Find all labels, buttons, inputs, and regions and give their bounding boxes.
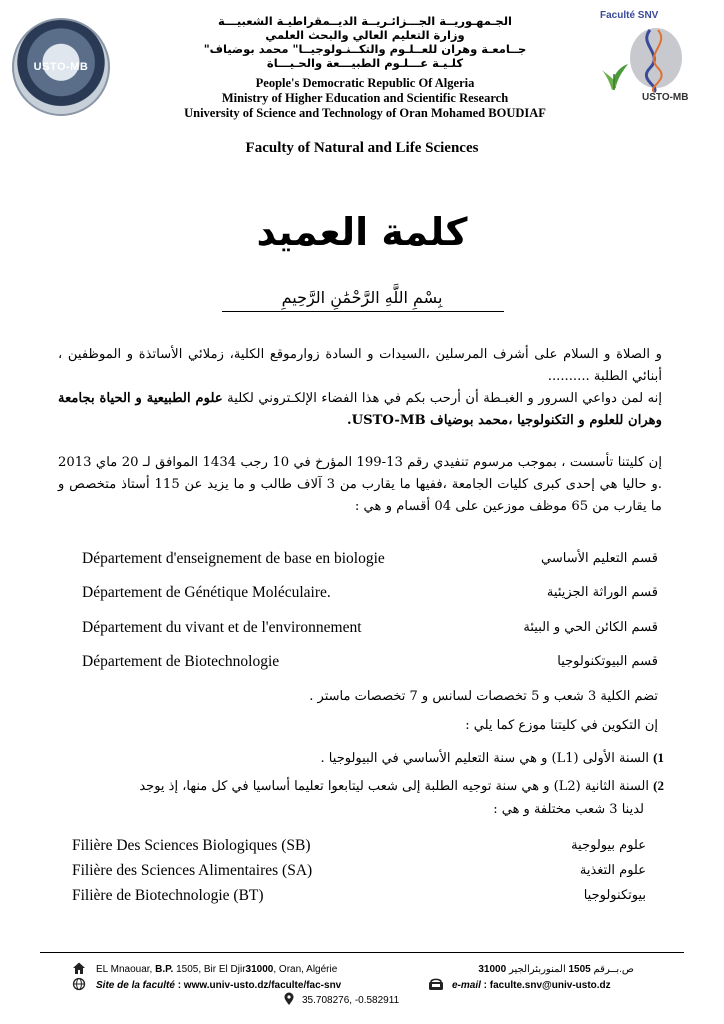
footer-arabic-part: المنوربئرالجير [506,964,569,975]
department-ar: قسم البيوتكنولوجيا [557,654,658,669]
header-english-line-1: People's Democratic Republic Of Algeria [255,76,475,90]
footer-arabic-postcode: 31000 [478,964,507,975]
header-arabic-line-1: الجـمهـوريــة الجـــزائـريــة الديــمقراطيـة الشعبيـــة [218,14,512,28]
faculty-logo-subtitle: USTO-MB [642,92,689,103]
year-2 [44,776,664,797]
header-arabic-line-3: جــامعـة وهران للعــلـوم والتكــنـولوجيــا" محمد بوضياف" [203,42,527,56]
footer-email-label: e-mail [452,980,481,991]
footer-website-url[interactable]: : www.univ-usto.dz/faculte/fac-snv [174,980,342,991]
year-1-number: 1) [653,750,664,765]
filiere-fr: Filière de Biotechnologie (BT) [72,887,264,904]
footer-divider [40,952,684,953]
footer-address-postcode: 31000 [245,964,274,975]
footer-email[interactable] [452,979,611,992]
faculty-logo-title: Faculté SNV [600,10,659,21]
department-fr: Département de Biotechnologie [82,653,280,670]
filiere-ar: علوم التغذية [579,863,646,878]
filiere-ar: علوم بيولوجية [571,838,646,853]
department-ar: قسم الكائن الحي و البيئة [523,620,658,635]
footer-website-label: Site de la faculté [96,980,175,991]
intro-greeting: و الصلاة و السلام على أشرف المرسلين ،السيدات و السادة زوارموقع الكلية، زملائي الأساتذة و الموظفين ، أبنائي الطلبة .......... [58,347,662,384]
footer-arabic-part: ص.بــرقم [590,964,634,975]
university-logo [12,18,110,116]
home-icon [72,961,86,975]
filiere-fr: Filière des Sciences Alimentaires (SA) [72,862,313,879]
training-intro: إن التكوين في كليتنا موزع كما يلي : [465,718,658,733]
footer-email-address[interactable]: : faculte.snv@univ-usto.dz [480,980,611,991]
intro-welcome-text: إنه لمن دواعي السرور و الغبـطة أن أرحب بكم في هذا الفضاء الإلكـتروني لكلية [222,391,662,406]
department-fr: Département de Génétique Moléculaire. [82,584,331,601]
footer-arabic-address [478,963,634,976]
footer-coordinates: 35.708276, -0.582911 [302,995,400,1006]
header-arabic-line-2: وزارة التعليم العالي والبحث العلمي [265,28,465,42]
year-1-text: السنة الأولى (L1) و هي سنة التعليم الأساسي في البيولوجيا . [320,751,650,766]
department-fr: Département d'enseignement de base en biologie [82,550,385,567]
intro-welcome [58,388,662,432]
page-title: كلمة العميد [256,210,468,254]
year-1 [64,748,664,769]
header-arabic-line-4: كلـيـة عـــلـوم الطبيـــعة والحـيـــاة [266,56,464,70]
faculty-includes: تضم الكلية 3 شعب و 5 تخصصات لسانس و 7 تخصصات ماستر . [309,689,658,704]
year-2-continuation: لدينا 3 شعب مختلفة و هي : [493,802,644,817]
footer-address [96,963,337,976]
basmala-underline [222,311,504,312]
footer-website[interactable] [96,979,341,992]
header-english-line-3: University of Science and Technology of Oran Mohamed BOUDIAF [184,106,546,120]
footer-address-part: , Oran, Algérie [273,964,338,975]
basmala: بِسْمِ اللَّهِ الرَّحْمَٰنِ الرَّحِيمِ [281,288,443,307]
header-english-line-2: Ministry of Higher Education and Scientific Research [221,91,509,105]
intro-history: إن كليتنا تأسست ، بموجب مرسوم تنفيدي رقم 13-199 المؤرخ في 10 رجب 1434 الموافق لـ 20 ماي 2013 .و حاليا هي إحدى كبرى كليات الجامعة ،ففيها ما يقارب من 3 آلاف طالب و ما يزيد عن 115 أستاذ متخصص و ما يقارب من 65 موظف موزعين على 04 أقسام و هي : [58,455,663,514]
university-logo-text: USTO-MB [33,61,89,73]
globe-icon [72,977,86,991]
year-2-text: السنة الثانية (L2) و هي سنة توجيه الطلبة إلى شعب ليتابعوا تعليما أساسيا في كل منها، إذ يوجد [139,779,650,794]
department-ar: قسم التعليم الأساسي [541,551,658,566]
year-2-number: 2) [653,778,664,793]
department-ar: قسم الوراثة الجزيئية [546,585,658,600]
footer-address-part: 1505, Bir El Djir [173,964,246,975]
faculty-name: Faculty of Natural and Life Sciences [245,140,479,156]
department-fr: Département du vivant et de l'environnement [82,619,362,636]
footer-arabic-bp: 1505 [568,964,591,975]
intro-welcome-bold: علوم الطبيعية و الحياة بجامعة وهران للعلوم و التكنولوجيا ،محمد بوضياف USTO-MB. [58,391,662,428]
footer-address-part: EL Mnaouar, [96,964,156,975]
phone-fax-icon [428,977,444,991]
filiere-fr: Filière Des Sciences Biologiques (SB) [72,837,311,854]
dna-leaf-graphic [598,24,696,94]
map-pin-icon [282,992,296,1006]
filiere-ar: بيوتكنولوجيا [583,888,646,903]
footer-address-bp: B.P. [155,964,174,975]
